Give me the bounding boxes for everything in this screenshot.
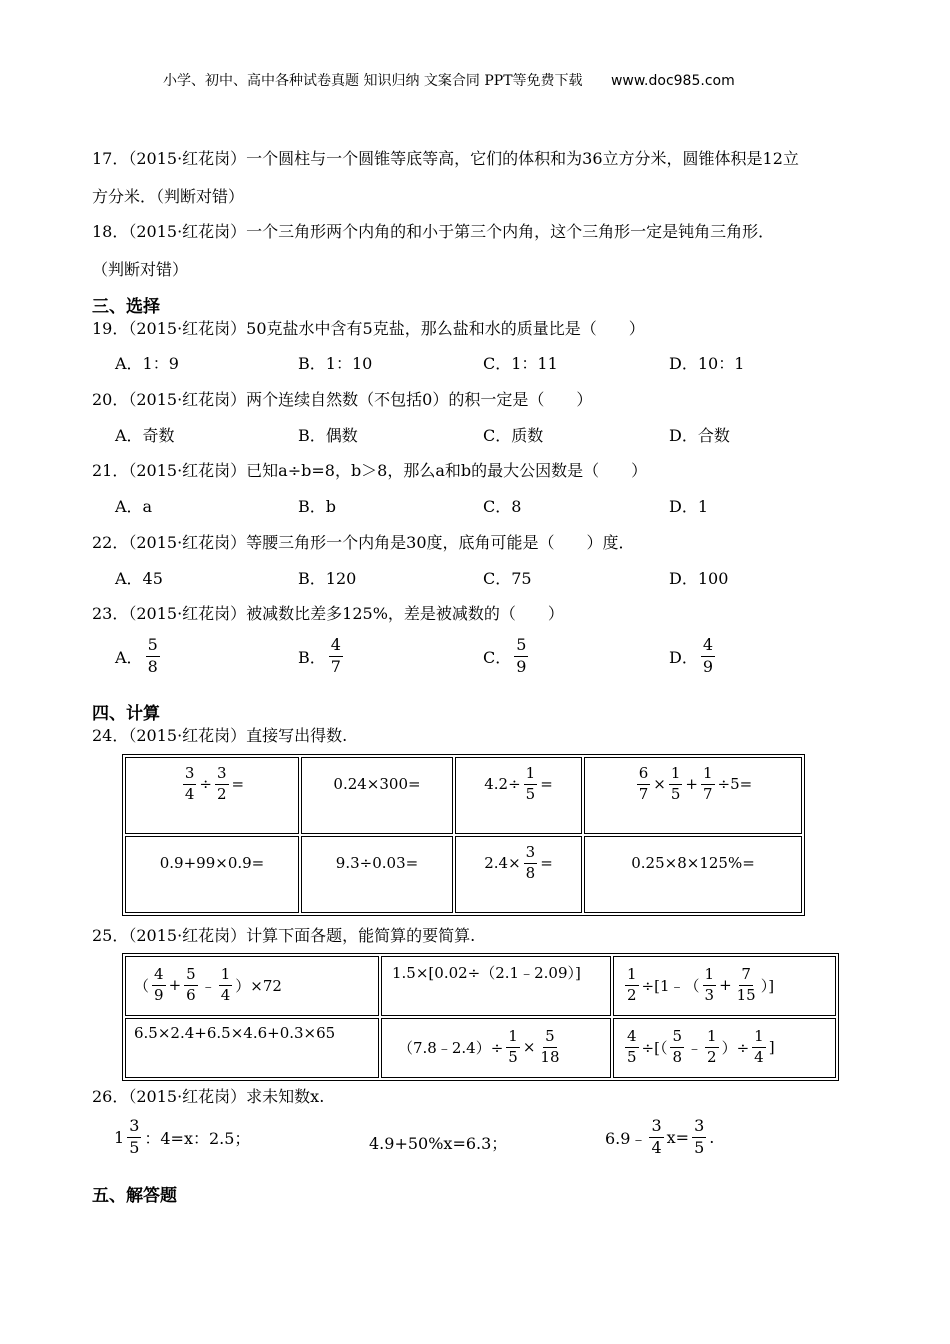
mixed-whole: 1	[114, 1127, 125, 1147]
fraction	[329, 637, 343, 676]
section-choice-title: 三、选择	[92, 297, 160, 317]
q21-option-d: D．1	[669, 497, 709, 516]
fraction	[649, 1118, 663, 1157]
fraction	[669, 763, 683, 803]
numerator: 1	[701, 766, 715, 785]
header-site: www.doc985.com	[610, 73, 735, 89]
q19-option-a: A．1：9	[115, 354, 179, 373]
equation-tail: .	[709, 1127, 715, 1147]
numerator: 5	[670, 1029, 684, 1048]
expression: 0.9+99×0.9=	[159, 854, 265, 872]
q25-cell-5	[381, 1018, 611, 1078]
q21-option-a: A．a	[115, 497, 153, 516]
numerator: 6	[637, 766, 651, 785]
q25-cell-6	[613, 1018, 836, 1078]
q19-option-c: C．1：11	[483, 354, 558, 373]
denominator: 15	[736, 985, 756, 1004]
expression-middle: ）÷	[721, 1038, 750, 1057]
header-text: 小学、初中、高中各种试卷真题 知识归纳 文案合同 PPT等免费下载	[163, 73, 583, 89]
denominator: 7	[703, 784, 713, 803]
numerator: 1	[669, 766, 683, 785]
q23-option-d	[669, 637, 718, 676]
denominator: 2	[627, 985, 637, 1004]
denominator: 5	[627, 1047, 637, 1066]
fraction	[219, 964, 233, 1004]
denominator: 6	[186, 985, 196, 1004]
option-label: C．	[483, 647, 512, 667]
operator: ﹣	[687, 1038, 703, 1057]
numerator: 5	[146, 637, 160, 657]
q22-option-d: D．100	[669, 569, 729, 588]
denominator: 7	[638, 784, 649, 803]
q24-table	[122, 754, 805, 916]
operator: +	[685, 775, 698, 793]
expression: 0.24×300=	[333, 775, 421, 793]
denominator: 9	[516, 656, 527, 676]
fraction	[735, 964, 758, 1004]
operator: ÷	[199, 775, 212, 793]
q20-option-c: C．质数	[483, 426, 544, 445]
denominator: 4	[754, 1047, 764, 1066]
q22-option-a: A．45	[115, 569, 163, 588]
expression-prefix: （7.8﹣2.4）÷	[398, 1038, 504, 1057]
q24-cell-4	[584, 757, 802, 834]
q23-option-a	[115, 637, 163, 676]
denominator: 8	[672, 1047, 683, 1066]
fraction	[184, 964, 198, 1004]
page-header	[163, 70, 735, 90]
expression-prefix: 4.2÷	[484, 775, 521, 793]
question-24: 24．（2015·红花岗）直接写出得数.	[92, 726, 348, 745]
numerator: 7	[739, 967, 753, 986]
fraction	[701, 637, 715, 676]
numerator: 4	[329, 637, 343, 657]
fraction	[538, 1026, 561, 1066]
fraction	[183, 763, 197, 803]
fraction	[506, 1026, 520, 1066]
q21-option-c: C．8	[483, 497, 522, 516]
q24-cell-2	[301, 757, 453, 834]
question-17-line2: 方分米．（判断对错）	[92, 187, 245, 206]
q23-option-b	[298, 637, 346, 676]
section-answer-title: 五、解答题	[92, 1186, 177, 1206]
q19-option-d: D．10：1	[669, 354, 745, 373]
denominator: 9	[702, 656, 714, 676]
denominator: 5	[508, 1047, 518, 1066]
operator: +	[719, 976, 732, 994]
equation-2: 4.9+50%x=6.3；	[369, 1134, 508, 1153]
denominator: 5	[694, 1137, 705, 1157]
question-26: 26．（2015·红花岗）求未知数x.	[92, 1087, 325, 1106]
expression-tail: ]	[768, 1038, 775, 1056]
question-22: 22．（2015·红花岗）等腰三角形一个内角是30度，底角可能是（ ）度．	[92, 533, 635, 552]
question-17-line1: 17．（2015·红花岗）一个圆柱与一个圆锥等底等高，它们的体积和为36立方分米，圆锥体积是12立	[92, 149, 799, 168]
operator: ﹣	[200, 976, 216, 995]
numerator: 1	[506, 1029, 520, 1048]
expression-tail: ）]	[760, 976, 775, 995]
equation-1	[114, 1118, 250, 1157]
numerator: 4	[152, 967, 166, 986]
question-21: 21．（2015·红花岗）已知a÷b=8，b＞8，那么a和b的最大公因数是（ ）	[92, 461, 648, 480]
expression-tail: ÷5=	[717, 775, 753, 793]
denominator: 8	[525, 863, 536, 882]
numerator: 3	[215, 766, 229, 785]
numerator: 5	[543, 1029, 557, 1048]
equals: =	[540, 775, 553, 793]
fraction	[514, 637, 528, 676]
equation-tail: ：4=x：2.5；	[144, 1128, 251, 1148]
question-20: 20．（2015·红花岗）两个连续自然数（不包括0）的积一定是（ ）	[92, 390, 593, 409]
q24-cell-3	[455, 757, 582, 834]
denominator: 5	[670, 784, 681, 803]
denominator: 3	[704, 985, 715, 1004]
q20-option-a: A．奇数	[115, 426, 175, 445]
q24-cell-8	[584, 836, 802, 913]
equals: =	[231, 775, 245, 793]
q24-cell-6	[301, 836, 453, 913]
fraction	[701, 763, 715, 803]
fraction	[524, 842, 538, 882]
denominator: 4	[651, 1137, 662, 1157]
numerator: 4	[625, 1029, 639, 1048]
equation-3	[605, 1118, 714, 1157]
denominator: 5	[525, 784, 536, 803]
expression: 1.5×[0.02÷（2.1﹣2.09）]	[392, 964, 581, 982]
denominator: 9	[154, 985, 164, 1004]
fraction	[524, 763, 538, 803]
fraction	[127, 1118, 141, 1157]
denominator: 18	[540, 1047, 560, 1066]
q22-option-c: C．75	[483, 569, 532, 588]
expression-prefix: 2.4×	[484, 854, 521, 872]
question-23: 23．（2015·红花岗）被减数比差多125%，差是被减数的（ ）	[92, 604, 564, 623]
q25-cell-1	[125, 956, 379, 1016]
numerator: 3	[692, 1118, 706, 1138]
q22-option-b: B．120	[298, 569, 357, 588]
numerator: 4	[701, 637, 715, 657]
section-calc-title: 四、计算	[92, 704, 160, 724]
denominator: 4	[220, 985, 231, 1004]
fraction	[703, 964, 717, 1004]
expression: 9.3÷0.03=	[335, 854, 419, 872]
numerator: 3	[127, 1118, 141, 1138]
numerator: 1	[705, 1029, 719, 1048]
equation-middle: x=	[666, 1127, 690, 1147]
q25-table	[122, 953, 839, 1081]
q24-cell-1	[125, 757, 299, 834]
denominator: 8	[147, 656, 158, 676]
numerator: 3	[524, 845, 538, 864]
numerator: 1	[625, 967, 639, 986]
fraction	[152, 964, 166, 1004]
denominator: 4	[184, 784, 195, 803]
expression: 6.5×2.4+6.5×4.6+0.3×65	[134, 1024, 336, 1042]
fraction	[625, 1026, 639, 1066]
equation-prefix: 6.9﹣	[605, 1128, 647, 1148]
fraction	[752, 1026, 766, 1066]
fraction	[705, 1026, 719, 1066]
fraction	[637, 763, 651, 803]
option-label: A．	[115, 647, 143, 667]
q19-option-b: B．1：10	[298, 354, 373, 373]
operator: +	[168, 976, 182, 994]
denominator: 5	[129, 1137, 140, 1157]
numerator: 3	[183, 766, 197, 785]
fraction	[215, 763, 229, 803]
operator: ×	[522, 1038, 536, 1056]
q20-option-d: D．合数	[669, 426, 730, 445]
q21-option-b: B．b	[298, 497, 337, 516]
numerator: 1	[219, 967, 233, 986]
operator: ×	[653, 775, 666, 793]
q24-cell-7	[455, 836, 582, 913]
numerator: 1	[524, 766, 538, 785]
fraction	[146, 637, 160, 676]
numerator: 1	[752, 1029, 766, 1048]
paren-open: （	[134, 976, 150, 995]
fraction	[625, 964, 639, 1004]
numerator: 5	[184, 967, 198, 986]
q25-cell-2	[381, 956, 611, 1016]
equals: =	[540, 854, 553, 872]
denominator: 2	[217, 784, 227, 803]
denominator: 7	[330, 656, 341, 676]
question-19: 19．（2015·红花岗）50克盐水中含有5克盐，那么盐和水的质量比是（ ）	[92, 319, 645, 338]
question-18-line1: 18．（2015·红花岗）一个三角形两个内角的和小于第三个内角，这个三角形一定是钝角三角形．	[92, 222, 775, 241]
q23-option-c	[483, 637, 531, 676]
fraction	[670, 1026, 684, 1066]
numerator: 5	[514, 637, 528, 657]
q20-option-b: B．偶数	[298, 426, 358, 445]
numerator: 3	[649, 1118, 663, 1138]
expression-tail: ）×72	[235, 976, 282, 995]
denominator: 2	[707, 1047, 717, 1066]
q25-cell-4	[125, 1018, 379, 1078]
q25-cell-3	[613, 956, 836, 1016]
expression: 0.25×8×125%=	[631, 854, 755, 872]
question-25: 25．（2015·红花岗）计算下面各题，能简算的要简算.	[92, 926, 476, 945]
numerator: 1	[703, 967, 717, 986]
option-label: D．	[669, 647, 698, 667]
option-label: B．	[298, 647, 326, 667]
expression-middle: ÷[1﹣（	[641, 976, 700, 995]
fraction	[692, 1118, 706, 1157]
q24-cell-5	[125, 836, 299, 913]
expression-middle: ÷[（	[641, 1038, 668, 1057]
question-18-line2: （判断对错）	[92, 260, 189, 279]
